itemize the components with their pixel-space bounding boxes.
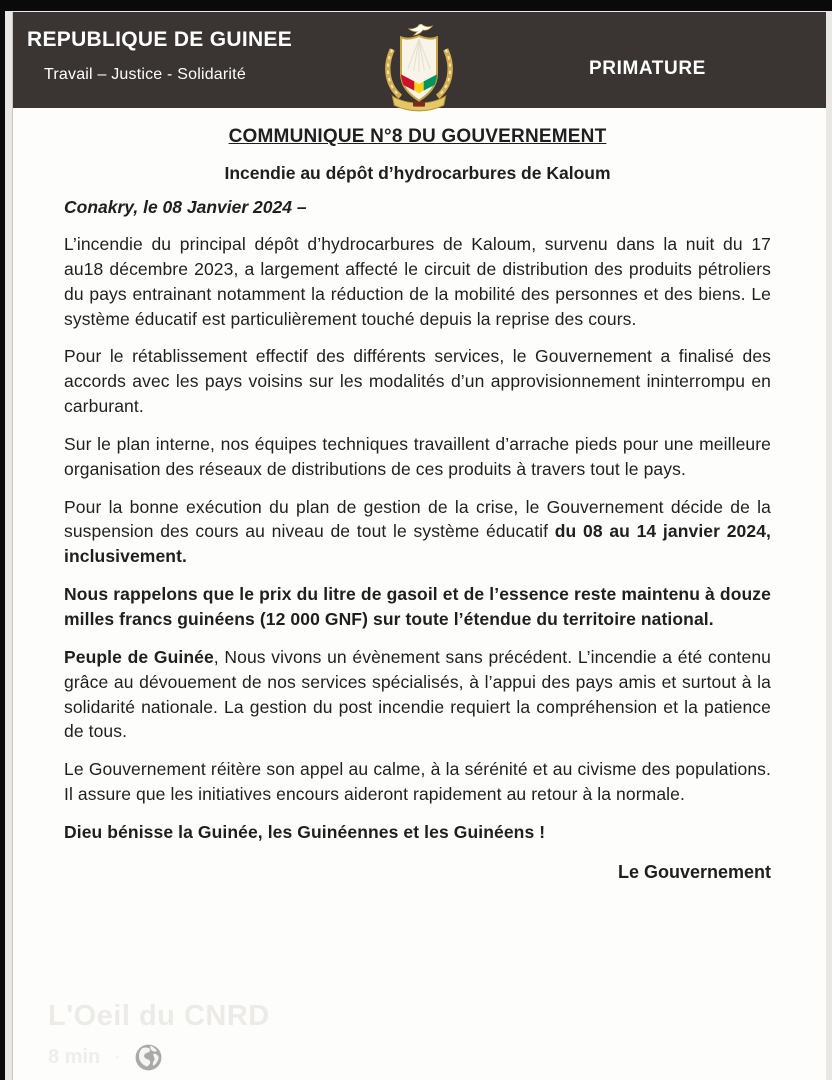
letterhead [13, 12, 826, 108]
primature-title: PRIMATURE [589, 58, 706, 79]
republic-title: REPUBLIQUE DE GUINEE [27, 28, 293, 51]
paragraph: Pour le rétablissement effectif des différents services, le Gouvernement a finalisé des accords avec les pays voisins sur les modalités d’un approvisionnement ininterrompu en carburant. [64, 346, 771, 417]
paragraph: Peuple de Guinée, Nous vivons un évènement sans précédent. L’incendie a été contenu grâce au dévouement de nos services spécialisés, à l’appui des pays amis et surtout à la solidarité nationale. La gestion du post incendie requiert la compréhension et la patience de tous. [64, 646, 771, 742]
document-page [12, 12, 826, 1080]
dateline: Conakry, le 08 Janvier 2024 – [64, 197, 307, 217]
watermark-timestamp: 8 min [48, 1046, 101, 1068]
signature: Le Gouvernement [617, 861, 771, 882]
paragraph-list [64, 232, 771, 845]
paragraph: Le Gouvernement réitère son appel au calme, à la sérénité et au civisme des populations. Il assure que les initiatives encours aideront rapidement au retour à la normale. [64, 759, 771, 805]
photo-edge [5, 11, 832, 1080]
guinea-coat-of-arms-icon [379, 17, 459, 119]
national-motto: Travail – Justice - Solidarité [44, 66, 246, 83]
paragraph: Dieu bénisse la Guinée, les Guinéennes et les Guinéens ! [64, 821, 546, 842]
paragraph: Nous rappelons que le prix du litre de gasoil et de l’essence reste maintenu à douze milles francs guinéens (12 000 GNF) sur toute l’étendue du territoire national. [64, 584, 771, 629]
social-watermark [48, 1000, 270, 1073]
globe-icon [133, 1042, 164, 1073]
watermark-meta [48, 1042, 270, 1073]
communique-subtitle: Incendie au dépôt d’hydrocarbures de Kaloum [224, 163, 611, 183]
communique-title: COMMUNIQUE N°8 DU GOUVERNEMENT [228, 126, 607, 147]
paragraph: Pour la bonne exécution du plan de gestion de la crise, le Gouvernement décide de la suspension des cours au niveau de tout le système éducatif du 08 au 14 janvier 2024, inclusivement. [64, 496, 771, 567]
watermark-separator: · [114, 1046, 121, 1068]
communique-body [13, 108, 826, 883]
paragraph: Sur le plan interne, nos équipes techniques travaillent d’arrache pieds pour une meilleure organisation des réseaux de distributions de ces produits à travers tout le pays. [64, 433, 771, 479]
paragraph: L’incendie du principal dépôt d’hydrocarbures de Kaloum, survenu dans la nuit du 17 au18 décembre 2023, a largement affecté le circuit de distribution des produits pétroliers du pays entrainant notamment la réduction de la mobilité des personnes et des biens. Le système éducatif est particulièrement touché depuis la reprise des cours. [64, 234, 771, 329]
watermark-page-name: L'Oeil du CNRD [48, 1000, 270, 1032]
